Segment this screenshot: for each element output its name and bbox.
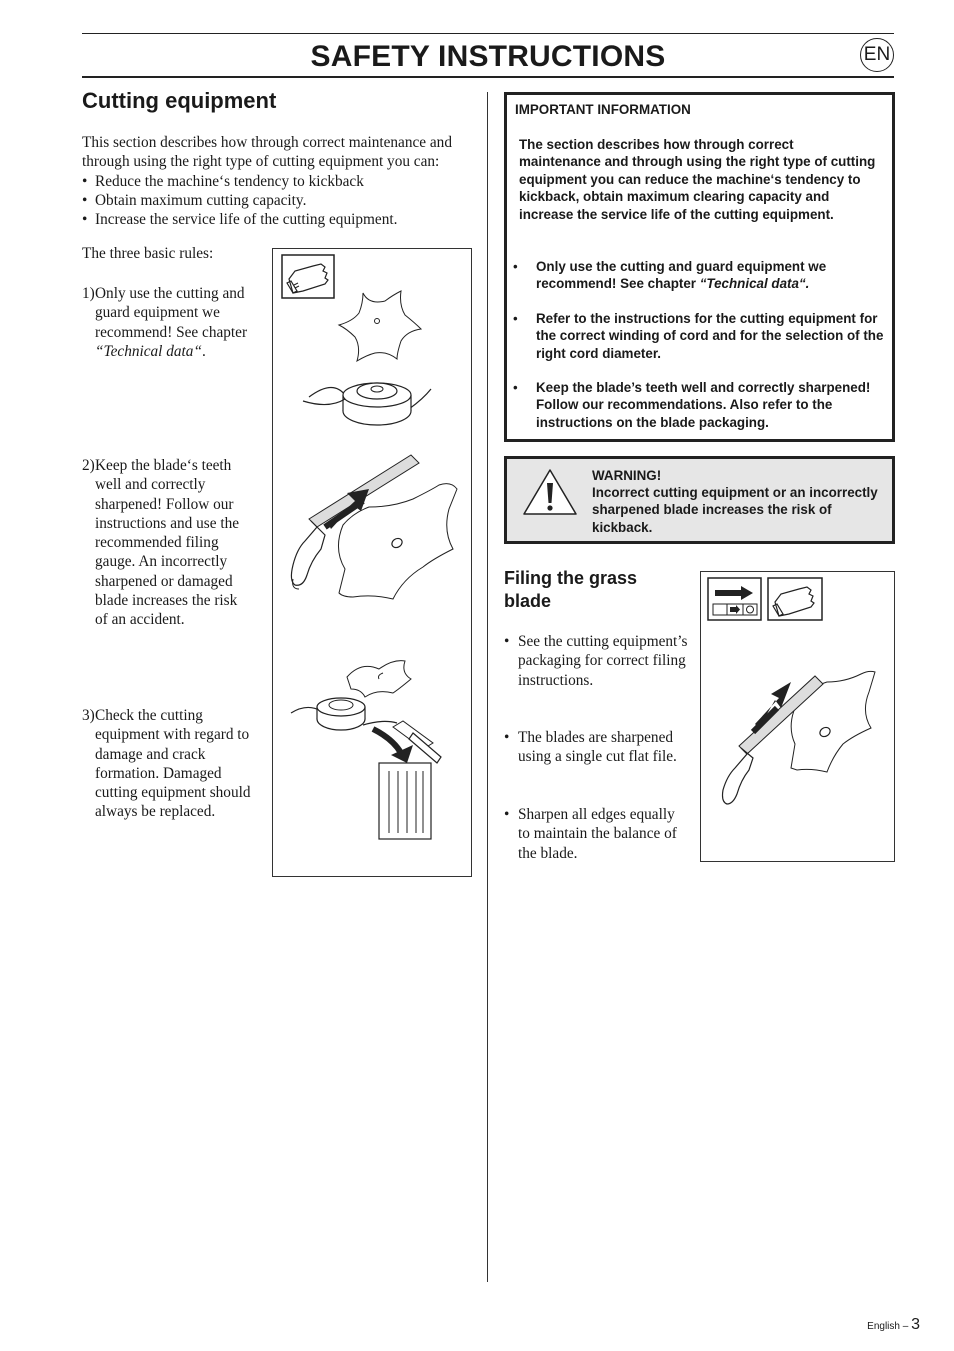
column-divider [487,92,488,1282]
page-footer [840,1316,920,1334]
filing-title: Filing the grass blade [504,568,638,611]
info-bullet: • [513,380,518,395]
intro-bullet: • Increase the service life of the cutting equipment. [82,210,474,229]
filing-bullet: • [504,633,510,650]
header-rule-top [82,33,894,34]
section-title: Cutting equipment [82,88,277,113]
rule-3 [82,706,252,822]
info-bullet: • [513,259,518,274]
important-information-box [504,92,895,442]
warning-title: WARNING! [592,468,662,483]
filing-bullet: • [504,729,510,746]
filing-item: • See the cutting equipment’s packaging for correct filing instructions. [504,633,688,689]
rule-2 [82,456,252,630]
info-item: • Keep the blade’s teeth well and correctly sharpened! Follow our recommendations. Also refer to the instructions on the blade packaging. [513,380,871,430]
grass-blade-icon [339,291,421,361]
cutting-equipment-illustration [272,248,472,877]
trimmer-head-icon [303,383,431,425]
filing-item: • The blades are sharpened using a single cut flat file. [504,729,677,766]
chapter-reference: “Technical data“. [699,276,810,292]
rule-number: 2) [82,457,95,474]
info-item: • Only use the cutting and guard equipment we recommend! See chapter “Technical data“. [513,259,827,292]
worn-equipment-icon [291,661,433,763]
glove-icon [768,578,822,620]
header-rule-bottom [82,76,894,78]
rule-text: Check the cutting equipment with regard to damage and crack formation. Damaged cutting equipment should always be replaced. [95,707,251,821]
intro-block [82,133,474,229]
intro-bullets [82,172,474,230]
page-number: 3 [911,1316,920,1333]
rule-text: Keep the blade‘s teeth well and correctly sharpened! Follow our instructions and use the recommended filing gauge. An incorrectly sharpened or damaged blade increases the risk of an accident. [95,457,240,629]
warning-box [504,456,895,544]
chapter-reference: “Technical data“ [95,342,202,360]
info-title: IMPORTANT INFORMATION [515,102,691,117]
info-item: • Refer to the instructions for the cutting equipment for the correct winding of cord and for the selection of the right cord diameter. [513,311,884,361]
intro-bullet: • Reduce the machine‘s tendency to kickback [82,172,474,191]
info-paragraph: The section describes how through correct maintenance and through using the right type of cutting equipment you can reduce the machine‘s tendency to kickback, obtain maximum clearing capacity and increase the service life of the cutting equipment. [519,137,876,222]
rule-number: 1) [82,285,95,302]
rule-text: Only use the cutting and guard equipment we recommend! See chapter “Technical data“. [95,285,248,360]
footer-language: English – [867,1321,912,1332]
page-title: SAFETY INSTRUCTIONS [310,40,666,73]
illustration-svg [273,249,471,876]
glove-icon [282,255,334,298]
warning-triangle-icon [521,467,579,517]
intro-text: This section describes how through correct maintenance and through using the right type of cutting equipment you can: [82,134,452,171]
rules-label: The three basic rules: [82,245,214,262]
blade-filing-illustration [700,571,895,862]
filing-item: • Sharpen all edges equally to maintain the balance of the blade. [504,806,677,862]
filing-illustration-svg [701,572,894,861]
blade-filing-icon [291,455,457,599]
rule-1 [82,284,252,361]
manual-reference-icon [708,578,761,620]
language-badge: EN [860,38,894,72]
filing-bullet: • [504,806,510,823]
rule-number: 3) [82,707,95,724]
info-bullet: • [513,311,518,326]
warning-text: Incorrect cutting equipment or an incorrectly sharpened blade increases the risk of kickback. [592,485,878,535]
blade-filing-icon [723,671,876,804]
intro-bullet: • Obtain maximum cutting capacity. [82,191,474,210]
